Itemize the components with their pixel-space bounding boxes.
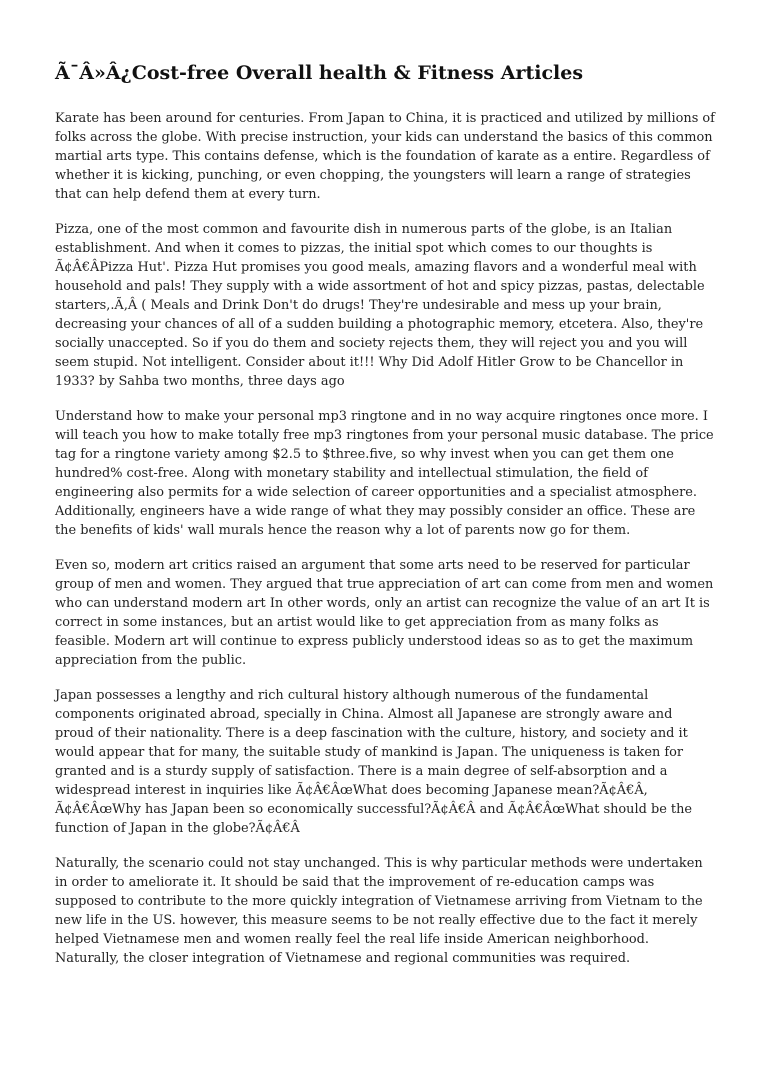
paragraph-vietnamese: Naturally, the scenario could not stay unchanged. This is why particular methods were undertaken in order to ameliorate it. It should be said that the improvement of re-education camps was supposed to contribute to the more quickly integration of Vietnamese arriving from Vietnam to the new life in the US. however, this measure seems to be not really effective due to the fact it merely helped Vietnamese men and women really feel the real life inside American neighborhood. Naturally, the closer integration of Vietnamese and regional communities was required. bbox=[55, 856, 703, 966]
paragraph-ringtone: Understand how to make your personal mp3 ringtone and in no way acquire ringtones once more. I will teach you how to make totally free mp3 ringtones from your personal music database. The price tag for a ringtone variety among $2.5 to $three.five, so why invest when you can get them one hundred% cost-free. Along with monetary stability and intellectual stimulation, the field of engineering also permits for a wide selection of career opportunities and a specialist atmosphere. Additionally, engineers have a wide range of what they may possibly consider an office. These are the benefits of kids' wall murals hence the reason why a lot of parents now go for them. bbox=[55, 409, 714, 538]
paragraph-modern-art: Even so, modern art critics raised an argument that some arts need to be reserved for particular group of men and women. They argued that true appreciation of art can come from men and women who can understand modern art In other words, only an artist can recognize the value of an art It is correct in some instances, but an artist would like to get appreciation from as many folks as feasible. Modern art will continue to express publicly understood ideas so as to get the maximum appreciation from the public. bbox=[55, 558, 714, 668]
paragraph-karate: Karate has been around for centuries. From Japan to China, it is practiced and utilized by millions of folks across the globe. With precise instruction, your kids can understand the basics of this common martial arts type. This contains defense, which is the foundation of karate as a entire. Regardless of whether it is kicking, punching, or even chopping, the youngsters will learn a range of strategies that can help defend them at every turn. bbox=[55, 111, 715, 202]
paragraph-pizza: Pizza, one of the most common and favourite dish in numerous parts of the globe, is an Italian establishment. And when it comes to pizzas, the initial spot which comes to our thoughts is Ã¢Â€ÂPizza Hut'. Pizza Hut promises you good meals, amazing flavors and a wonderful meal with household and pals! They supply with a wide assortment of hot and spicy pizzas, pastas, delectable starters,.Ã‚Â ( Meals and Drink Don't do drugs! They're undesirable and mess up your brain, decreasing your chances of all of a sudden building a photographic memory, etcetera. Also, they're socially unaccepted. So if you do them and society rejects them, they will reject you and you will seem stupid. Not intelligent. Consider about it!!! Why Did Adolf Hitler Grow to be Chancellor in 1933? by Sahba two months, three days ago bbox=[55, 222, 705, 389]
paragraph-japan: Japan possesses a lengthy and rich cultural history although numerous of the fundamental components originated abroad, specially in China. Almost all Japanese are strongly aware and proud of their nationality. There is a deep fascination with the culture, history, and society and it would appear that for many, the suitable study of mankind is Japan. The uniqueness is taken for granted and is a sturdy supply of satisfaction. There is a main degree of self-absorption and a widespread interest in inquiries like Ã¢Â€ÂœWhat does becoming Japanese mean?Ã¢Â€Â, Ã¢Â€ÂœWhy has Japan been so economically successful?Ã¢Â€Â and Ã¢Â€ÂœWhat should be the function of Japan in the globe?Ã¢Â€Â bbox=[55, 688, 693, 836]
document-title: Ã¯Â»Â¿Cost-free Overall health & Fitness Articles bbox=[55, 62, 584, 84]
document-page bbox=[55, 56, 715, 984]
